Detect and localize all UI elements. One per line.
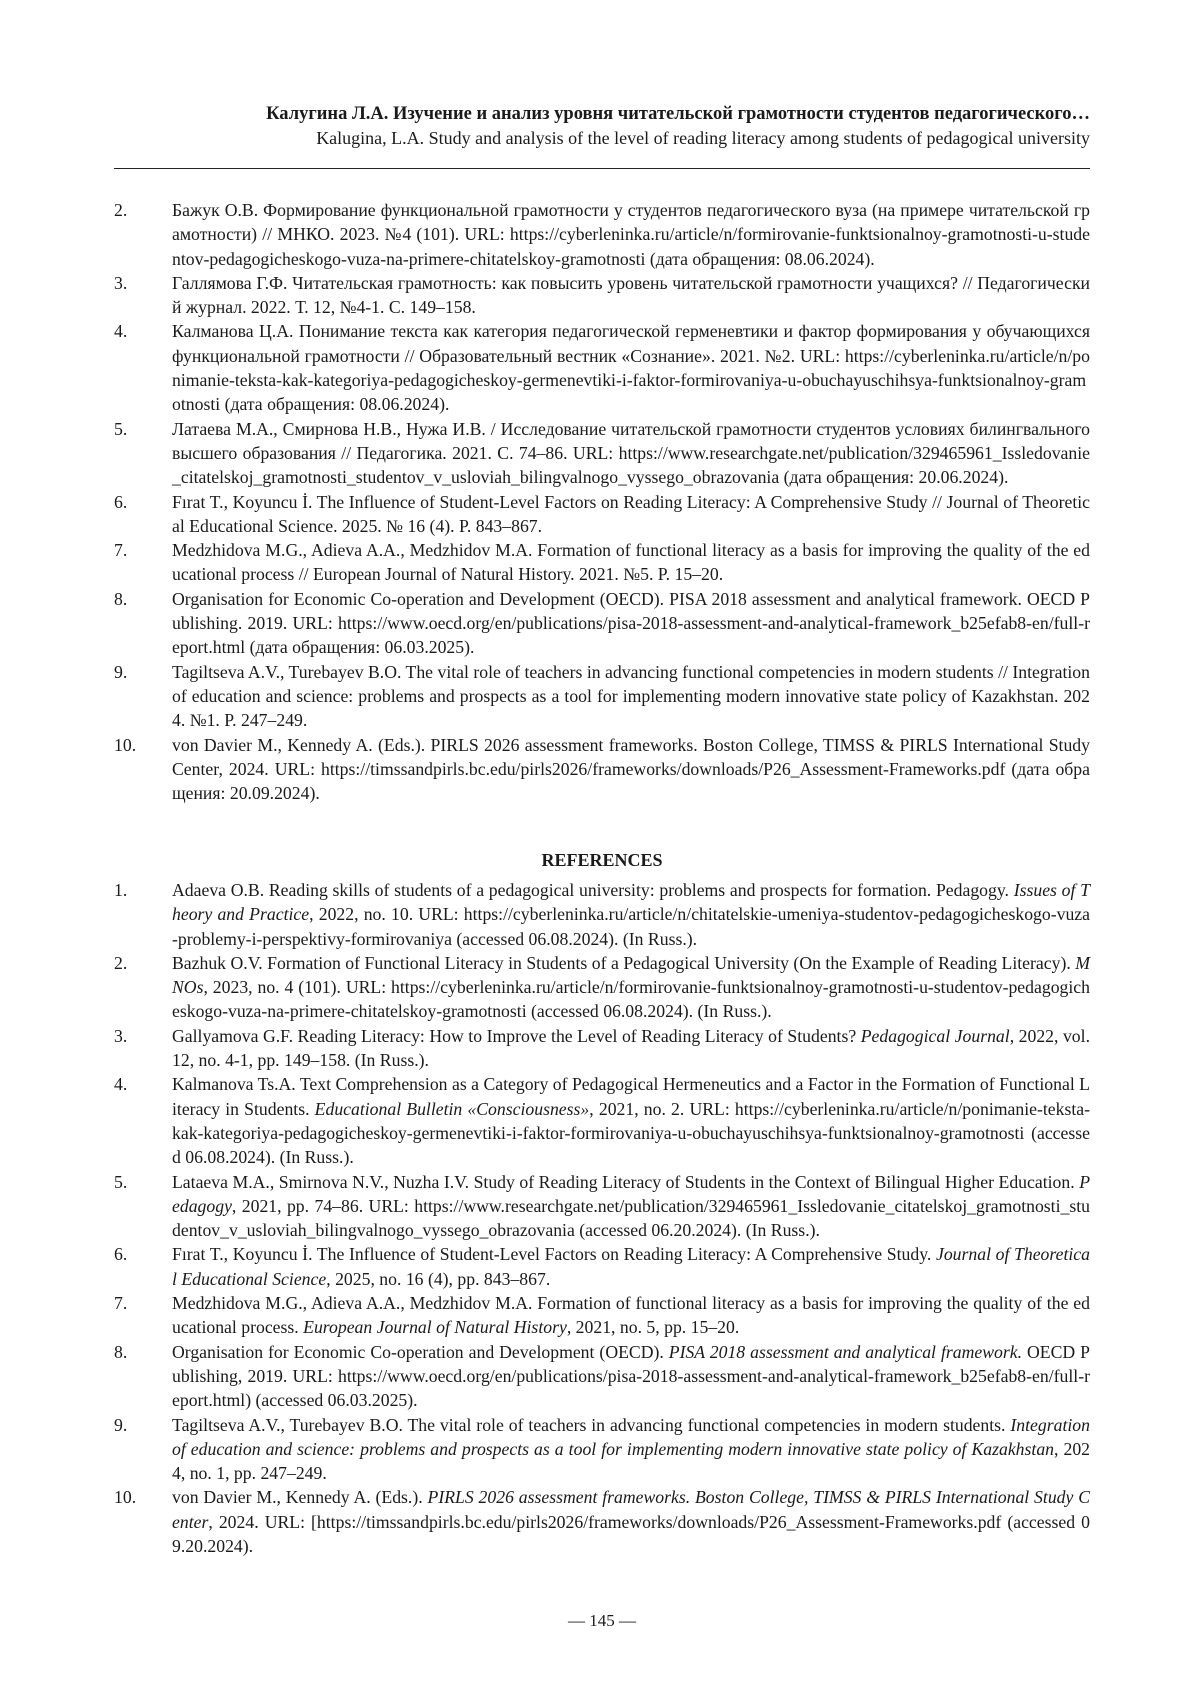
reference-text-segment: Tagiltseva A.V., Turebayev B.O. The vital role of teachers in advancing functional competencies in modern students. <box>172 1415 1010 1435</box>
reference-number: 9. <box>114 1413 127 1437</box>
reference-text-segment: Fırat T., Koyuncu İ. The Influence of Student-Level Factors on Reading Literacy: A Comprehensive Study // Journal of Theoretical Educational Science. 2025. № 16 (4). P. 843–867. <box>172 492 1090 536</box>
reference-text-segment: Kalmanova Ts.A. Text Comprehension as a Category of Pedagogical Hermeneutics and a Factor in the Formation of Functional Literacy in Students. <box>172 1074 1090 1118</box>
reference-text <box>172 198 1090 271</box>
page-number: — 145 — <box>114 1610 1090 1632</box>
reference-text-segment: Medzhidova M.G., Adieva A.A., Medzhidov M.A. Formation of functional literacy as a basis for improving the quality of the educational process // European Journal of Natural History. 2021. №5. P. 15–20. <box>172 540 1090 584</box>
reference-item <box>114 1024 1090 1073</box>
reference-text <box>172 1072 1090 1169</box>
reference-source-title: Issues of Theory and Practice <box>172 880 1090 924</box>
reference-number: 10. <box>114 1485 136 1509</box>
reference-text-segment: , 2024, no. 1, pp. 247–249. <box>172 1439 1090 1483</box>
reference-list-en <box>114 878 1090 1558</box>
reference-number: 2. <box>114 198 127 222</box>
reference-source-title: European Journal of Natural History <box>303 1317 567 1337</box>
reference-item <box>114 538 1090 587</box>
reference-item <box>114 587 1090 660</box>
reference-text-segment: , 2021, no. 5, pp. 15–20. <box>567 1317 739 1337</box>
reference-item <box>114 198 1090 271</box>
reference-number: 7. <box>114 1291 127 1315</box>
reference-item <box>114 319 1090 416</box>
reference-text-segment: , 2022, vol. 12, no. 4-1, pp. 149–158. (In Russ.). <box>172 1026 1090 1070</box>
reference-source-title: Journal of Theoretical Educational Science <box>172 1244 1090 1288</box>
header-divider <box>114 168 1090 169</box>
reference-text-segment: Калманова Ц.А. Понимание текста как категория педагогической герменевтики и фактор формирования у обучающихся функциональной грамотности // Образовательный вестник «Сознание». 2021. №2. URL: https://cyberleninka.ru/article/n/ponimanie-teksta-kak-kategoriya-pedagogicheskoy-germenevtiki-i-faktor-formirovaniya-u-obuchayuschihsya-funktsionalnoy-gramotnosti (дата обращения: 08.06.2024). <box>172 321 1090 414</box>
reference-item <box>114 1413 1090 1486</box>
reference-text-segment: Gallyamova G.F. Reading Literacy: How to Improve the Level of Reading Literacy of Students? <box>172 1026 861 1046</box>
references-heading: REFERENCES <box>114 848 1090 872</box>
reference-number: 8. <box>114 1340 127 1364</box>
reference-source-title: MNOs <box>172 953 1090 997</box>
reference-text-segment: , 2024. URL: [https://timssandpirls.bc.edu/pirls2026/frameworks/downloads/P26_Assessment-Frameworks.pdf (accessed 09.20.2024). <box>172 1512 1090 1556</box>
reference-number: 5. <box>114 417 127 441</box>
reference-number: 8. <box>114 587 127 611</box>
reference-text <box>172 878 1090 951</box>
reference-text <box>172 1485 1090 1558</box>
reference-source-title: PISA 2018 assessment and analytical framework. <box>669 1342 1022 1362</box>
reference-text-segment: Латаева М.А., Смирнова Н.В., Нужа И.В. / Исследование читательской грамотности студентов условиях билингвального высшего образования // Педагогика. 2021. С. 74–86. URL: https://www.researchgate.net/publication/329465961_Issledovanie_citatelskoj_gramotnosti_studentov_v_usloviah_bilingvalnogo_vyssego_obrazovania (дата обращения: 20.06.2024). <box>172 419 1090 488</box>
header-title-ru: Калугина Л.А. Изучение и анализ уровня читательской грамотности студентов педагогического… <box>114 102 1090 126</box>
reference-text-segment: OECD Publishing, 2019. URL: https://www.oecd.org/en/publications/pisa-2018-assessment-and-analytical-framework_b25efab8-en/full-report.html) (accessed 06.03.2025). <box>172 1342 1090 1411</box>
reference-number: 5. <box>114 1170 127 1194</box>
reference-number: 6. <box>114 490 127 514</box>
reference-text <box>172 1024 1090 1073</box>
reference-item <box>114 1485 1090 1558</box>
reference-text-segment: Lataeva M.A., Smirnova N.V., Nuzha I.V. Study of Reading Literacy of Students in the Context of Bilingual Higher Education. <box>172 1172 1079 1192</box>
reference-text <box>172 490 1090 539</box>
reference-text <box>172 1340 1090 1413</box>
reference-text-segment: Галлямова Г.Ф. Читательская грамотность: как повысить уровень читательской грамотности учащихся? // Педагогический журнал. 2022. Т. 12, №4-1. С. 149–158. <box>172 273 1090 317</box>
reference-source-title: Educational Bulletin «Consciousness» <box>315 1099 590 1119</box>
reference-item <box>114 878 1090 951</box>
reference-item <box>114 951 1090 1024</box>
reference-text-segment: , 2025, no. 16 (4), pp. 843–867. <box>326 1269 550 1289</box>
reference-text-segment: , 2021, no. 2. URL: https://cyberleninka.ru/article/n/ponimanie-teksta-kak-kategoriya-pedagogicheskoy-germenevtiki-i-faktor-formirovaniya-u-obuchayuschihsya-funktsionalnoy-gramotnosti (accessed 06.08.2024). (In Russ.). <box>172 1099 1090 1168</box>
reference-text-segment: , 2021, pp. 74–86. URL: https://www.researchgate.net/publication/329465961_Issledovanie_citatelskoj_gramotnosti_studentov_v_usloviah_bilingvalnogo_vyssego_obrazovania (accessed 06.20.2024). (In Russ.). <box>172 1196 1090 1240</box>
reference-number: 4. <box>114 1072 127 1096</box>
reference-text-segment: , 2022, no. 10. URL: https://cyberleninka.ru/article/n/chitatelskie-umeniya-studentov-pedagogicheskogo-vuza-problemy-i-perspektivy-formirovaniya (accessed 06.08.2024). (In Russ.). <box>172 904 1090 948</box>
reference-text-segment: Adaeva O.B. Reading skills of students of a pedagogical university: problems and prospects for formation. Pedagogy. <box>172 880 1014 900</box>
reference-number: 4. <box>114 319 127 343</box>
running-header <box>114 102 1090 150</box>
reference-text <box>172 587 1090 660</box>
reference-item <box>114 1072 1090 1169</box>
reference-text <box>172 1413 1090 1486</box>
reference-text <box>172 1291 1090 1340</box>
reference-number: 3. <box>114 271 127 295</box>
reference-list-ru <box>114 198 1090 805</box>
reference-text <box>172 271 1090 320</box>
reference-text <box>172 733 1090 806</box>
reference-text <box>172 1170 1090 1243</box>
reference-text-segment: Bazhuk O.V. Formation of Functional Literacy in Students of a Pedagogical University (On the Example of Reading Literacy). <box>172 953 1075 973</box>
reference-text-segment: Medzhidova M.G., Adieva A.A., Medzhidov M.A. Formation of functional literacy as a basis for improving the quality of the educational process. <box>172 1293 1090 1337</box>
reference-number: 2. <box>114 951 127 975</box>
reference-text <box>172 660 1090 733</box>
reference-text-segment: , 2023, no. 4 (101). URL: https://cyberleninka.ru/article/n/formirovanie-funktsionalnoy-gramotnosti-u-studentov-pedagogicheskogo-vuza-na-primere-chitatelskoy-gramotnosti (accessed 06.08.2024). (In Russ.). <box>172 977 1090 1021</box>
reference-text-segment: Tagiltseva A.V., Turebayev B.O. The vital role of teachers in advancing functional competencies in modern students // Integration of education and science: problems and prospects as a tool for implementing modern innovative state policy of Kazakhstan. 2024. №1. P. 247–249. <box>172 662 1090 731</box>
reference-item <box>114 660 1090 733</box>
reference-number: 1. <box>114 878 127 902</box>
reference-item <box>114 733 1090 806</box>
header-title-en: Kalugina, L.A. Study and analysis of the level of reading literacy among students of pedagogical university <box>114 126 1090 150</box>
reference-number: 7. <box>114 538 127 562</box>
reference-item <box>114 417 1090 490</box>
reference-text <box>172 319 1090 416</box>
reference-item <box>114 1170 1090 1243</box>
reference-source-title: Pedagogical Journal <box>861 1026 1010 1046</box>
reference-text <box>172 1242 1090 1291</box>
reference-text-segment: von Davier M., Kennedy A. (Eds.). PIRLS 2026 assessment frameworks. Boston College, TIMSS & PIRLS International Study Center, 2024. URL: https://timssandpirls.bc.edu/pirls2026/frameworks/downloads/P26_Assessment-Frameworks.pdf (дата обращения: 20.09.2024). <box>172 735 1090 804</box>
reference-item <box>114 1291 1090 1340</box>
reference-text <box>172 417 1090 490</box>
reference-text <box>172 538 1090 587</box>
reference-text <box>172 951 1090 1024</box>
reference-text-segment: Fırat T., Koyuncu İ. The Influence of Student-Level Factors on Reading Literacy: A Comprehensive Study. <box>172 1244 936 1264</box>
reference-item <box>114 271 1090 320</box>
reference-source-title: Integration of education and science: problems and prospects as a tool for implementing modern innovative state policy of Kazakhstan <box>172 1415 1090 1459</box>
reference-text-segment: Organisation for Economic Co-operation and Development (OECD). <box>172 1342 669 1362</box>
reference-source-title: PIRLS 2026 assessment frameworks. Boston College, TIMSS & PIRLS International Study Center <box>172 1487 1090 1531</box>
reference-item <box>114 1340 1090 1413</box>
reference-text-segment: Бажук О.В. Формирование функциональной грамотности у студентов педагогического вуза (на примере читательской грамотности) // МНКО. 2023. №4 (101). URL: https://cyberleninka.ru/article/n/formirovanie-funktsionalnoy-gramotnosti-u-studentov-pedagogicheskogo-vuza-na-primere-chitatelskoy-gramotnosti (дата обращения: 08.06.2024). <box>172 200 1090 269</box>
reference-number: 6. <box>114 1242 127 1266</box>
reference-number: 9. <box>114 660 127 684</box>
reference-text-segment: Organisation for Economic Co-operation and Development (OECD). PISA 2018 assessment and analytical framework. OECD Publishing. 2019. URL: https://www.oecd.org/en/publications/pisa-2018-assessment-and-analytical-framework_b25efab8-en/full-report.html (дата обращения: 06.03.2025). <box>172 589 1090 658</box>
reference-item <box>114 490 1090 539</box>
reference-source-title: Pedagogy <box>172 1172 1090 1216</box>
reference-number: 10. <box>114 733 136 757</box>
reference-item <box>114 1242 1090 1291</box>
reference-number: 3. <box>114 1024 127 1048</box>
reference-text-segment: von Davier M., Kennedy A. (Eds.). <box>172 1487 428 1507</box>
